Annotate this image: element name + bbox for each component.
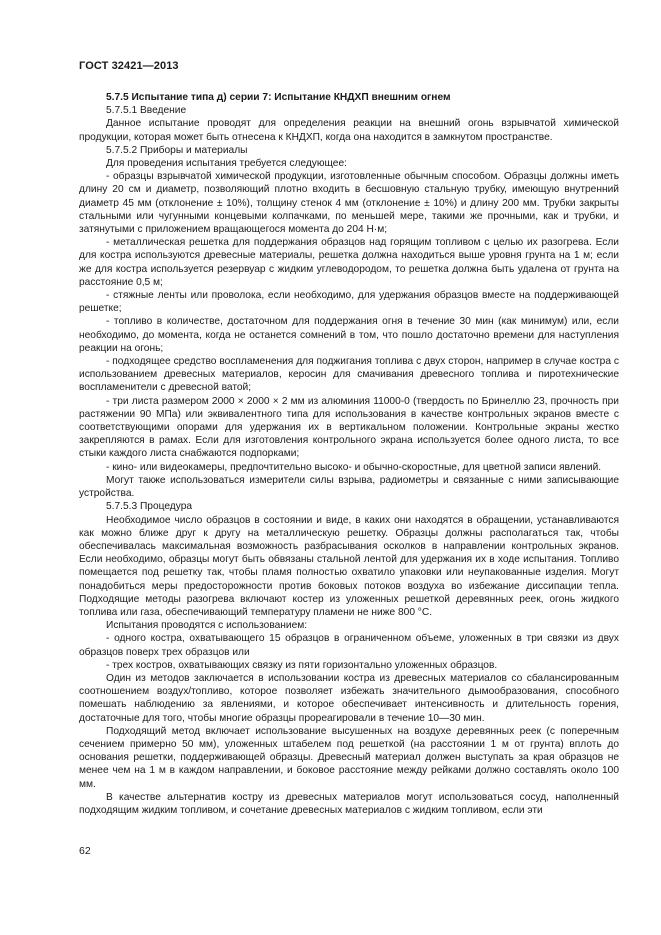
paragraph: Один из методов заключается в использовании костра из древесных материалов со сбалансированным соотношением воздух/топливо, которое позволяет избежать значительного дымообразования, способного помешать наблюдению за явлениями, и которое обеспечивает интенсивность и длительность горения, достаточные для того, чтобы многие образцы прореагировали в течение 10—30 мин. <box>79 672 619 724</box>
paragraph: - топливо в количестве, достаточном для поддержания огня в течение 30 мин (как минимум) или, если необходимо, до момента, когда не останется сомнений в том, что пошло достаточно времени для наступления реакции на огонь; <box>79 316 619 354</box>
paragraph: - образцы взрывчатой химической продукции, изготовленные обычным способом. Образцы должны иметь длину 20 см и диаметр, позволяющий плотно входить в бесшовную стальную трубку, имеющую внутренний диаметр 45 мм (отклонение ± 10%), толщину стенок 4 мм (отклонение ± 10%) и длину 200 мм. Трубки закрыты стальными или чугунными концевыми колпачками, по меньшей мере, такими же прочными, как и трубки, и затянутыми с приложением вращающегося момента до 204 Н·м; <box>79 171 619 236</box>
paragraph: В качестве альтернатив костру из древесных материалов могут использоваться сосуд, наполненный подходящим жидким топливом, и сочетание древесных материалов с жидким топливом, если эти <box>79 791 619 816</box>
section-heading: 5.7.5 Испытание типа д) серии 7: Испытание КНДХП внешним огнем <box>106 92 451 103</box>
paragraph: 5.7.5.1 Введение <box>106 105 187 117</box>
paragraph: 5.7.5.2 Приборы и материалы <box>106 144 248 156</box>
document-code: ГОСТ 32421—2013 <box>79 60 179 72</box>
paragraph: - подходящее средство воспламенения для поджигания топлива с двух сторон, например в случае костра с использованием древесных материалов, керосин для смачивания древесного топлива и пиротехнические воспламенители с древесной ватой; <box>79 356 619 394</box>
paragraph: - трех костров, охватывающих связку из пяти горизонтально уложенных образцов. <box>106 659 498 671</box>
paragraph: Испытания проводятся с использованием: <box>106 620 308 632</box>
paragraph: - три листа размером 2000 × 2000 × 2 мм из алюминия 11000-0 (твердость по Бринеллю 23, прочность при растяжении 90 МПа) или эквивалентного типа для использования в качестве контрольных экранов вместе с соответствующими опорами для удержания их в вертикальном положении. Контрольные экраны жестко закрепляются в рамах. Если для изготовления контрольного экрана используется более одного листа, то все стыки каждого листа снабжаются подпорками; <box>79 395 619 460</box>
page-number: 62 <box>79 845 91 857</box>
paragraph: 5.7.5.3 Процедура <box>106 501 193 513</box>
paragraph: Необходимое число образцов в состоянии и виде, в каких они находятся в обращении, устанавливаются как можно ближе друг к другу на металлическую решетку. Образцы должны располагаться так, чтобы обеспечивалась максимальная возможность разбрасывания осколков в направлении контрольных экранов. Если необходимо, образцы могут быть обвязаны стальной лентой для удержания их в ходе испытания. Топливо помещается под решетку так, чтобы пламя полностью охватило упаковки или неупакованные изделия. Могут понадобиться меры предосторожности против боковых потоков воздуха во избежание диссипации тепла. Подходящие методы разогрева включают костер из уложенных решеткой деревянных реек, огонь жидкого топлива или газа, обеспечивающий температуру пламени не ниже 800 °С. <box>79 514 619 618</box>
paragraph: - металлическая решетка для поддержания образцов над горящим топливом с целью их разогрева. Если для костра используются древесные материалы, решетка должна находиться выше уровня грунта на 1 м; если же для костра используется резервуар с жидким углеводородом, то решетка должна быть удалена от грунта на расстояние 0,5 м; <box>79 237 619 288</box>
paragraph: - кино- или видеокамеры, предпочтительно высоко- и обычно-скоростные, для цветной записи явлений. <box>106 461 602 473</box>
document-body <box>79 91 619 817</box>
paragraph: Подходящий метод включает использование высушенных на воздухе деревянных реек (с поперечным сечением примерно 50 мм), уложенных штабелем под решеткой (на расстоянии 1 м от грунта) вплоть до основания решетки, поддерживающей образцы. Древесный материал должен выступать за края образцов не менее чем на 1 м в каждом направлении, и боковое расстояние между рейками должно составлять около 100 мм. <box>79 725 619 790</box>
paragraph: - стяжные ленты или проволока, если необходимо, для удержания образцов вместе на поддерживающей решетке; <box>79 290 619 315</box>
paragraph: Данное испытание проводят для определения реакции на внешний огонь взрывчатой химической продукции, которая может быть отнесена к КНДХП, когда она находится в замкнутом пространстве. <box>79 118 619 143</box>
paragraph: Для проведения испытания требуется следующее: <box>106 158 347 170</box>
paragraph: - одного костра, охватывающего 15 образцов в ограниченном объеме, уложенных в три связки из двух образцов поверх трех образцов или <box>79 633 619 658</box>
paragraph: Могут также использоваться измерители силы взрыва, радиометры и связанные с ними записывающие устройства. <box>79 474 619 500</box>
